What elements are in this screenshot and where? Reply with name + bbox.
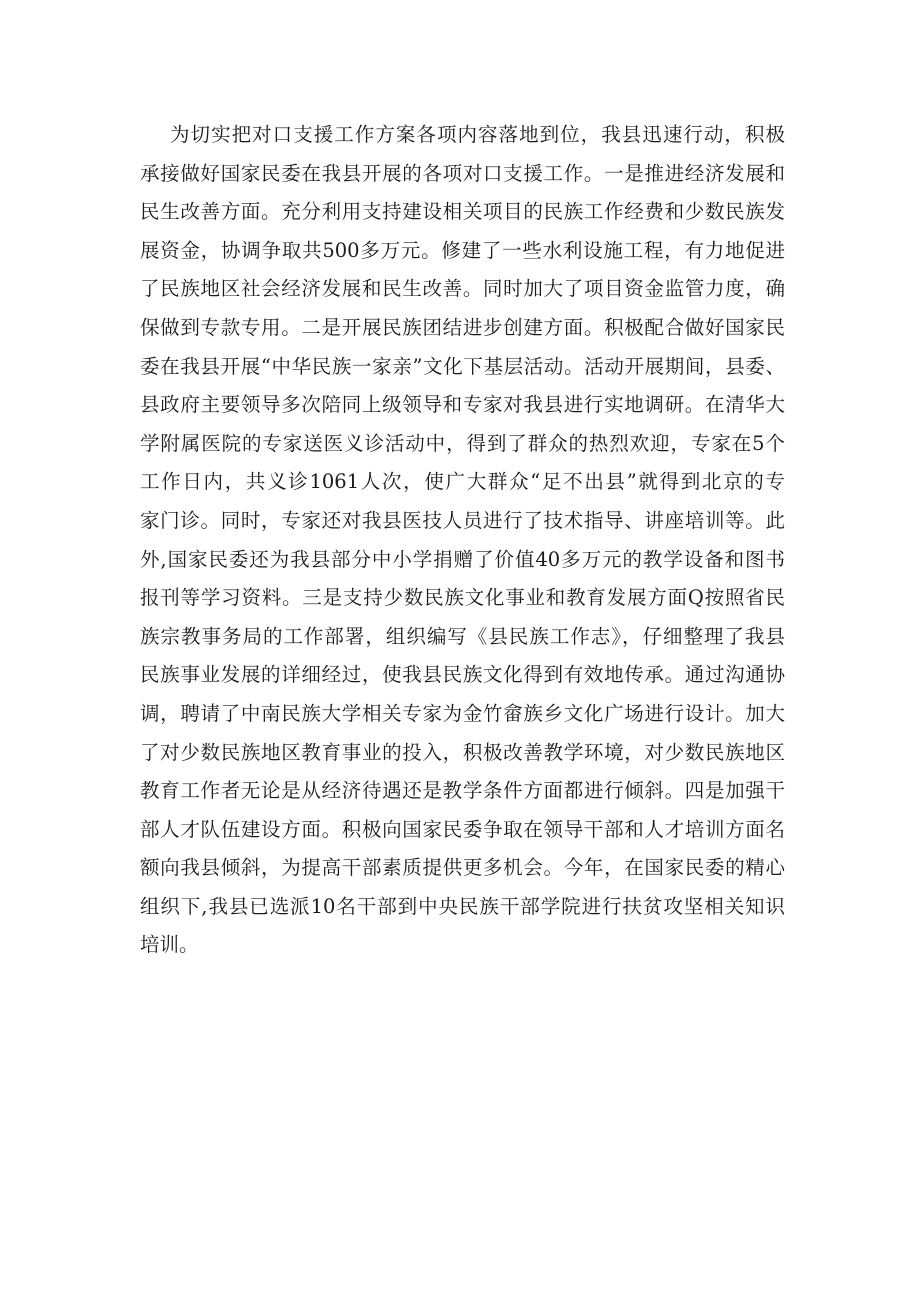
paragraph-line: 了对少数民族地区教育事业的投入，积极改善教学环境，对少数民族地区 <box>140 740 785 764</box>
paragraph-line: 家门诊。同时，专家还对我县医技人员进行了技术指导、讲座培训等。此 <box>140 508 785 532</box>
paragraph-line: 组织下,我县已选派10名干部到中央民族干部学院进行扶贫攻坚相关知识 <box>140 894 785 918</box>
paragraph-line: 保做到专款专用。二是开展民族团结进步创建方面。积极配合做好国家民 <box>140 315 785 339</box>
paragraph-line: 教育工作者无论是从经济待遇还是教学条件方面都进行倾斜。四是加强干 <box>140 779 785 803</box>
paragraph-line: 族宗教事务局的工作部署，组织编写《县民族工作志》，仔细整理了我县 <box>140 624 785 648</box>
paragraph-line: 部人才队伍建设方面。积极向国家民委争取在领导干部和人才培训方面名 <box>140 817 785 841</box>
paragraph-line: 为切实把对口支援工作方案各项内容落地到位，我县迅速行动，积极 <box>170 123 785 146</box>
paragraph-line: 了民族地区社会经济发展和民生改善。同时加大了项目资金监管力度，确 <box>140 277 785 301</box>
body-paragraph <box>140 116 785 965</box>
paragraph-line: 展资金，协调争取共500多万元。修建了一些水利设施工程，有力地促进 <box>140 238 785 262</box>
paragraph-line: 民生改善方面。充分利用支持建设相关项目的民族工作经费和少数民族发 <box>140 200 785 224</box>
paragraph-line: 额向我县倾斜，为提高干部素质提供更多机会。今年，在国家民委的精心 <box>140 856 785 880</box>
paragraph-line: 报刊等学习资料。三是支持少数民族文化事业和教育发展方面Q按照省民 <box>140 586 785 610</box>
paragraph-line: 工作日内，共义诊1061人次，使广大群众“足不出县”就得到北京的专 <box>140 470 785 494</box>
paragraph-line: 县政府主要领导多次陪同上级领导和专家对我县进行实地调研。在清华大 <box>140 393 785 417</box>
paragraph-line: 委在我县开展“中华民族一家亲”文化下基层活动。活动开展期间，县委、 <box>140 354 785 378</box>
paragraph-line: 民族事业发展的详细经过，使我县民族文化得到有效地传承。通过沟通协 <box>140 663 785 687</box>
paragraph-line: 培训。 <box>140 933 199 957</box>
paragraph-line: 学附属医院的专家送医义诊活动中，得到了群众的热烈欢迎，专家在5个 <box>140 431 785 455</box>
paragraph-line: 承接做好国家民委在我县开展的各项对口支援工作。一是推进经济发展和 <box>140 161 785 185</box>
paragraph-line: 外,国家民委还为我县部分中小学捐赠了价值40多万元的教学设备和图书 <box>140 547 785 571</box>
paragraph-line: 调，聘请了中南民族大学相关专家为金竹畲族乡文化广场进行设计。加大 <box>140 701 785 725</box>
